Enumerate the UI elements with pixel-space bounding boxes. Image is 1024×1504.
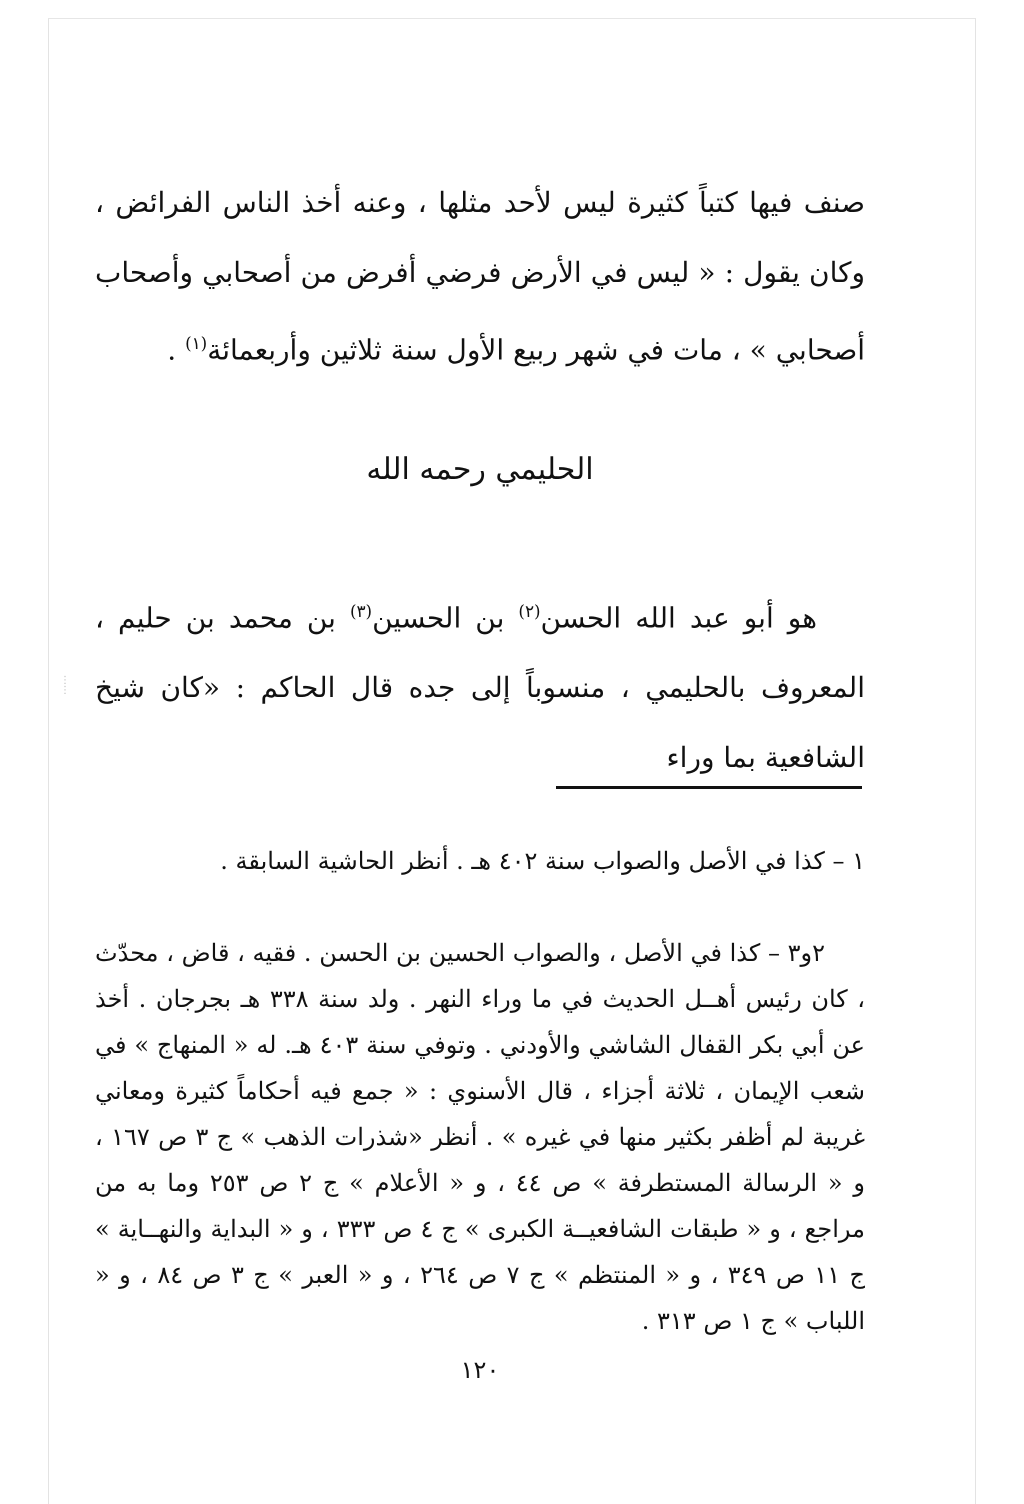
paragraph-2-part-b: بن الحسين <box>372 601 519 635</box>
footnote-ref-3[interactable]: (٣) <box>349 601 373 621</box>
footnote-2: ٢و٣ – كذا في الأصل ، والصواب الحسين بن الحسن . فقيه ، قاض ، محدّث ، كان رئيس أهــل الحديث في ما وراء النهر . ولد سنة ٣٣٨ هـ بجرجان . أخذ عن أبي بكر القفال الشاشي والأودني . وتوفي سنة ٤٠٣ هـ. له « المنهاج » في شعب الإيمان ، ثلاثة أجزاء ، قال الأسنوي : « جمع فيه أحكاماً كثيرة ومعاني غريبة لم أظفر بكثير منها في غيره » . أنظر «شذرات الذهب » ج ٣ ص ١٦٧ ، و « الرسالة المستطرفة » ص ٤٤ ، و « الأعلام » ج ٢ ص ٢٥٣ وما به من مراجع ، و « طبقات الشافعيــة الكبرى » ج ٤ ص ٣٣٣ ، و « البداية والنهــاية » ج ١١ ص ٣٤٩ ، و « المنتظم » ج ٧ ص ٢٦٤ ، و « العبر » ج ٣ ص ٨٤ ، و « اللباب » ج ١ ص ٣١٣ . <box>95 939 866 1335</box>
paragraph-1-text: صنف فيها كتباً كثيرة ليس لأحد مثلها ، وعنه أخذ الناس الفرائض ، وكان يقول : « ليس في الأرض فرضي أفرض من أصحابي وأصحاب أصحابي » ، مات في شهر ربيع الأول سنة ثلاثين وأربعمائة <box>95 186 865 367</box>
footnote-1: ١ – كذا في الأصل والصواب سنة ٤٠٢ هـ . أنظر الحاشية السابقة . <box>220 847 865 875</box>
page-number: ١٢٠ <box>460 1356 500 1384</box>
footnote-separator <box>556 786 862 789</box>
footnote-ref-1[interactable]: (١) <box>185 333 208 353</box>
paragraph-1-end: . <box>167 333 186 367</box>
body-paragraph-1 <box>95 168 865 385</box>
section-heading: الحليمي رحمه الله <box>366 452 594 487</box>
body-paragraph-2 <box>95 576 865 793</box>
footnote-ref-2[interactable]: (٢) <box>518 601 541 621</box>
scan-marks: ⋮ ⋮ <box>60 675 70 696</box>
paragraph-2-part-c: بن محمد بن حليم ، المعروف بالحليمي ، منسوباً إلى جده قال الحاكم : «كان شيخ الشافعية بما وراء <box>95 601 865 775</box>
paragraph-2-part-a: هو أبو عبد الله الحسن <box>540 601 817 635</box>
